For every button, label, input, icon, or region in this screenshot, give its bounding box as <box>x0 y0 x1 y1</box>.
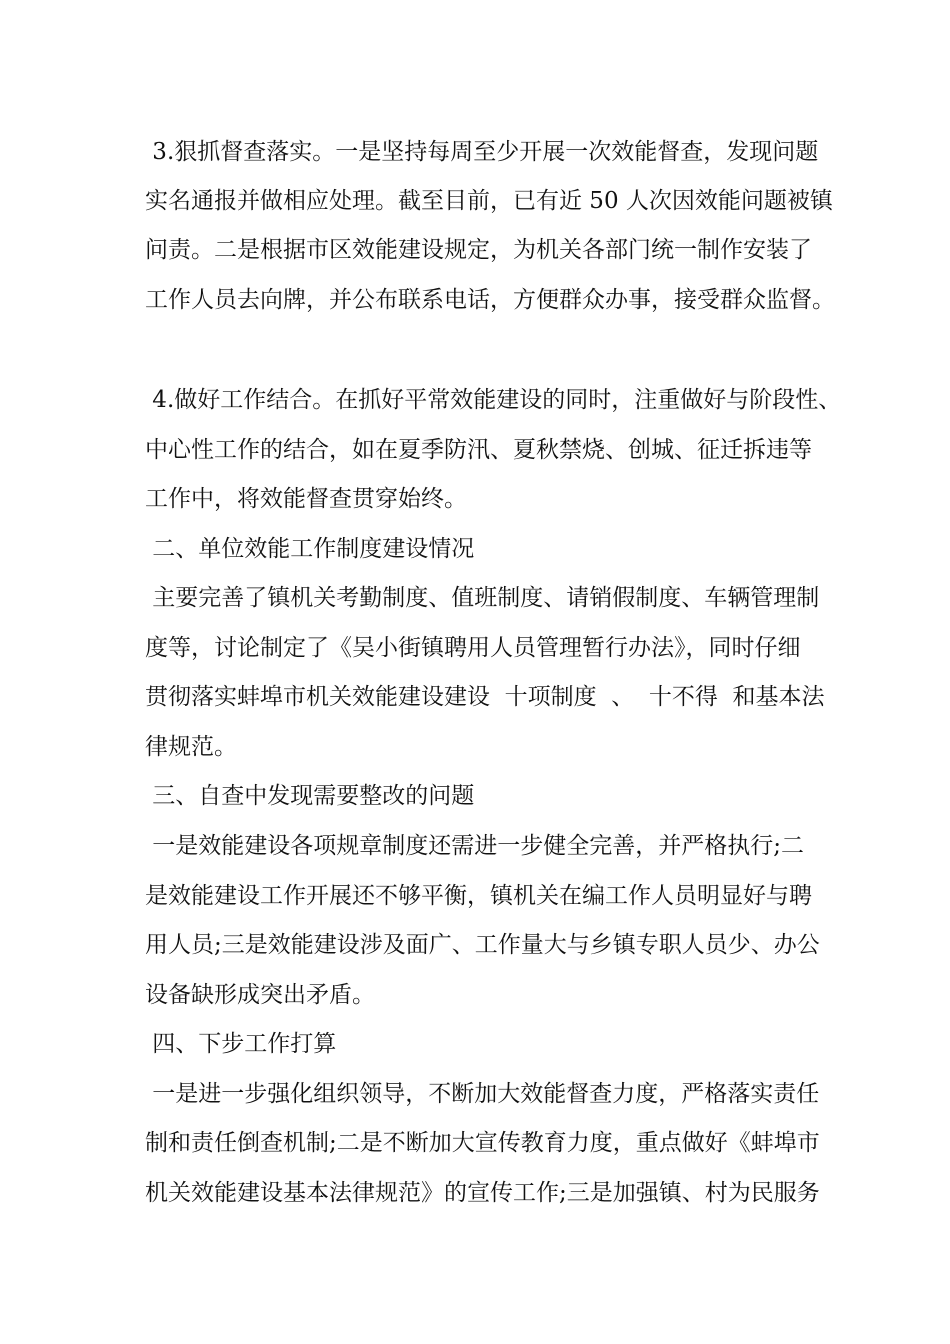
text-line: 贯彻落实蚌埠市机关效能建设建设 十项制度 、 十不得 和基本法 <box>145 684 825 710</box>
text-line: 工作中，将效能督查贯穿始终。 <box>145 486 467 512</box>
text-line: 机关效能建设基本法律规范》的宣传工作;三是加强镇、村为民服务 <box>145 1180 820 1206</box>
text-line: 制和责任倒查机制;二是不断加大宣传教育力度，重点做好《蚌埠市 <box>145 1130 820 1156</box>
text-line: 实名通报并做相应处理。截至目前，已有近 50 人次因效能问题被镇 <box>145 188 833 214</box>
text-line: 中心性工作的结合，如在夏季防汛、夏秋禁烧、创城、征迁拆违等 <box>145 437 812 463</box>
section-heading: 四、下步工作打算 <box>145 1031 337 1057</box>
text-line: 一是进一步强化组织领导，不断加大效能督查力度，严格落实责任 <box>145 1081 820 1107</box>
text-line: 工作人员去向牌，并公布联系电话，方便群众办事，接受群众监督。 <box>145 287 835 313</box>
text-line: 4.做好工作结合。在抓好平常效能建设的同时，注重做好与阶段性、 <box>145 387 842 413</box>
text-line: 是效能建设工作开展还不够平衡，镇机关在编工作人员明显好与聘 <box>145 883 812 909</box>
text-line: 问责。二是根据市区效能建设规定，为机关各部门统一制作安装了 <box>145 237 812 263</box>
text-line: 律规范。 <box>145 734 237 760</box>
text-line: 用人员;三是效能建设涉及面广、工作量大与乡镇专职人员少、办公 <box>145 932 820 958</box>
text-line: 一是效能建设各项规章制度还需进一步健全完善，并严格执行;二 <box>145 833 805 859</box>
text-line: 设备缺形成突出矛盾。 <box>145 982 375 1008</box>
section-heading: 三、自查中发现需要整改的问题 <box>145 783 475 809</box>
section-heading: 二、单位效能工作制度建设情况 <box>145 536 475 562</box>
text-line: 3.狠抓督查落实。一是坚持每周至少开展一次效能督查，发现问题 <box>145 139 819 165</box>
text-line: 主要完善了镇机关考勤制度、值班制度、请销假制度、车辆管理制 <box>145 585 820 611</box>
text-line: 度等，讨论制定了《吴小街镇聘用人员管理暂行办法》，同时仔细 <box>145 635 801 661</box>
